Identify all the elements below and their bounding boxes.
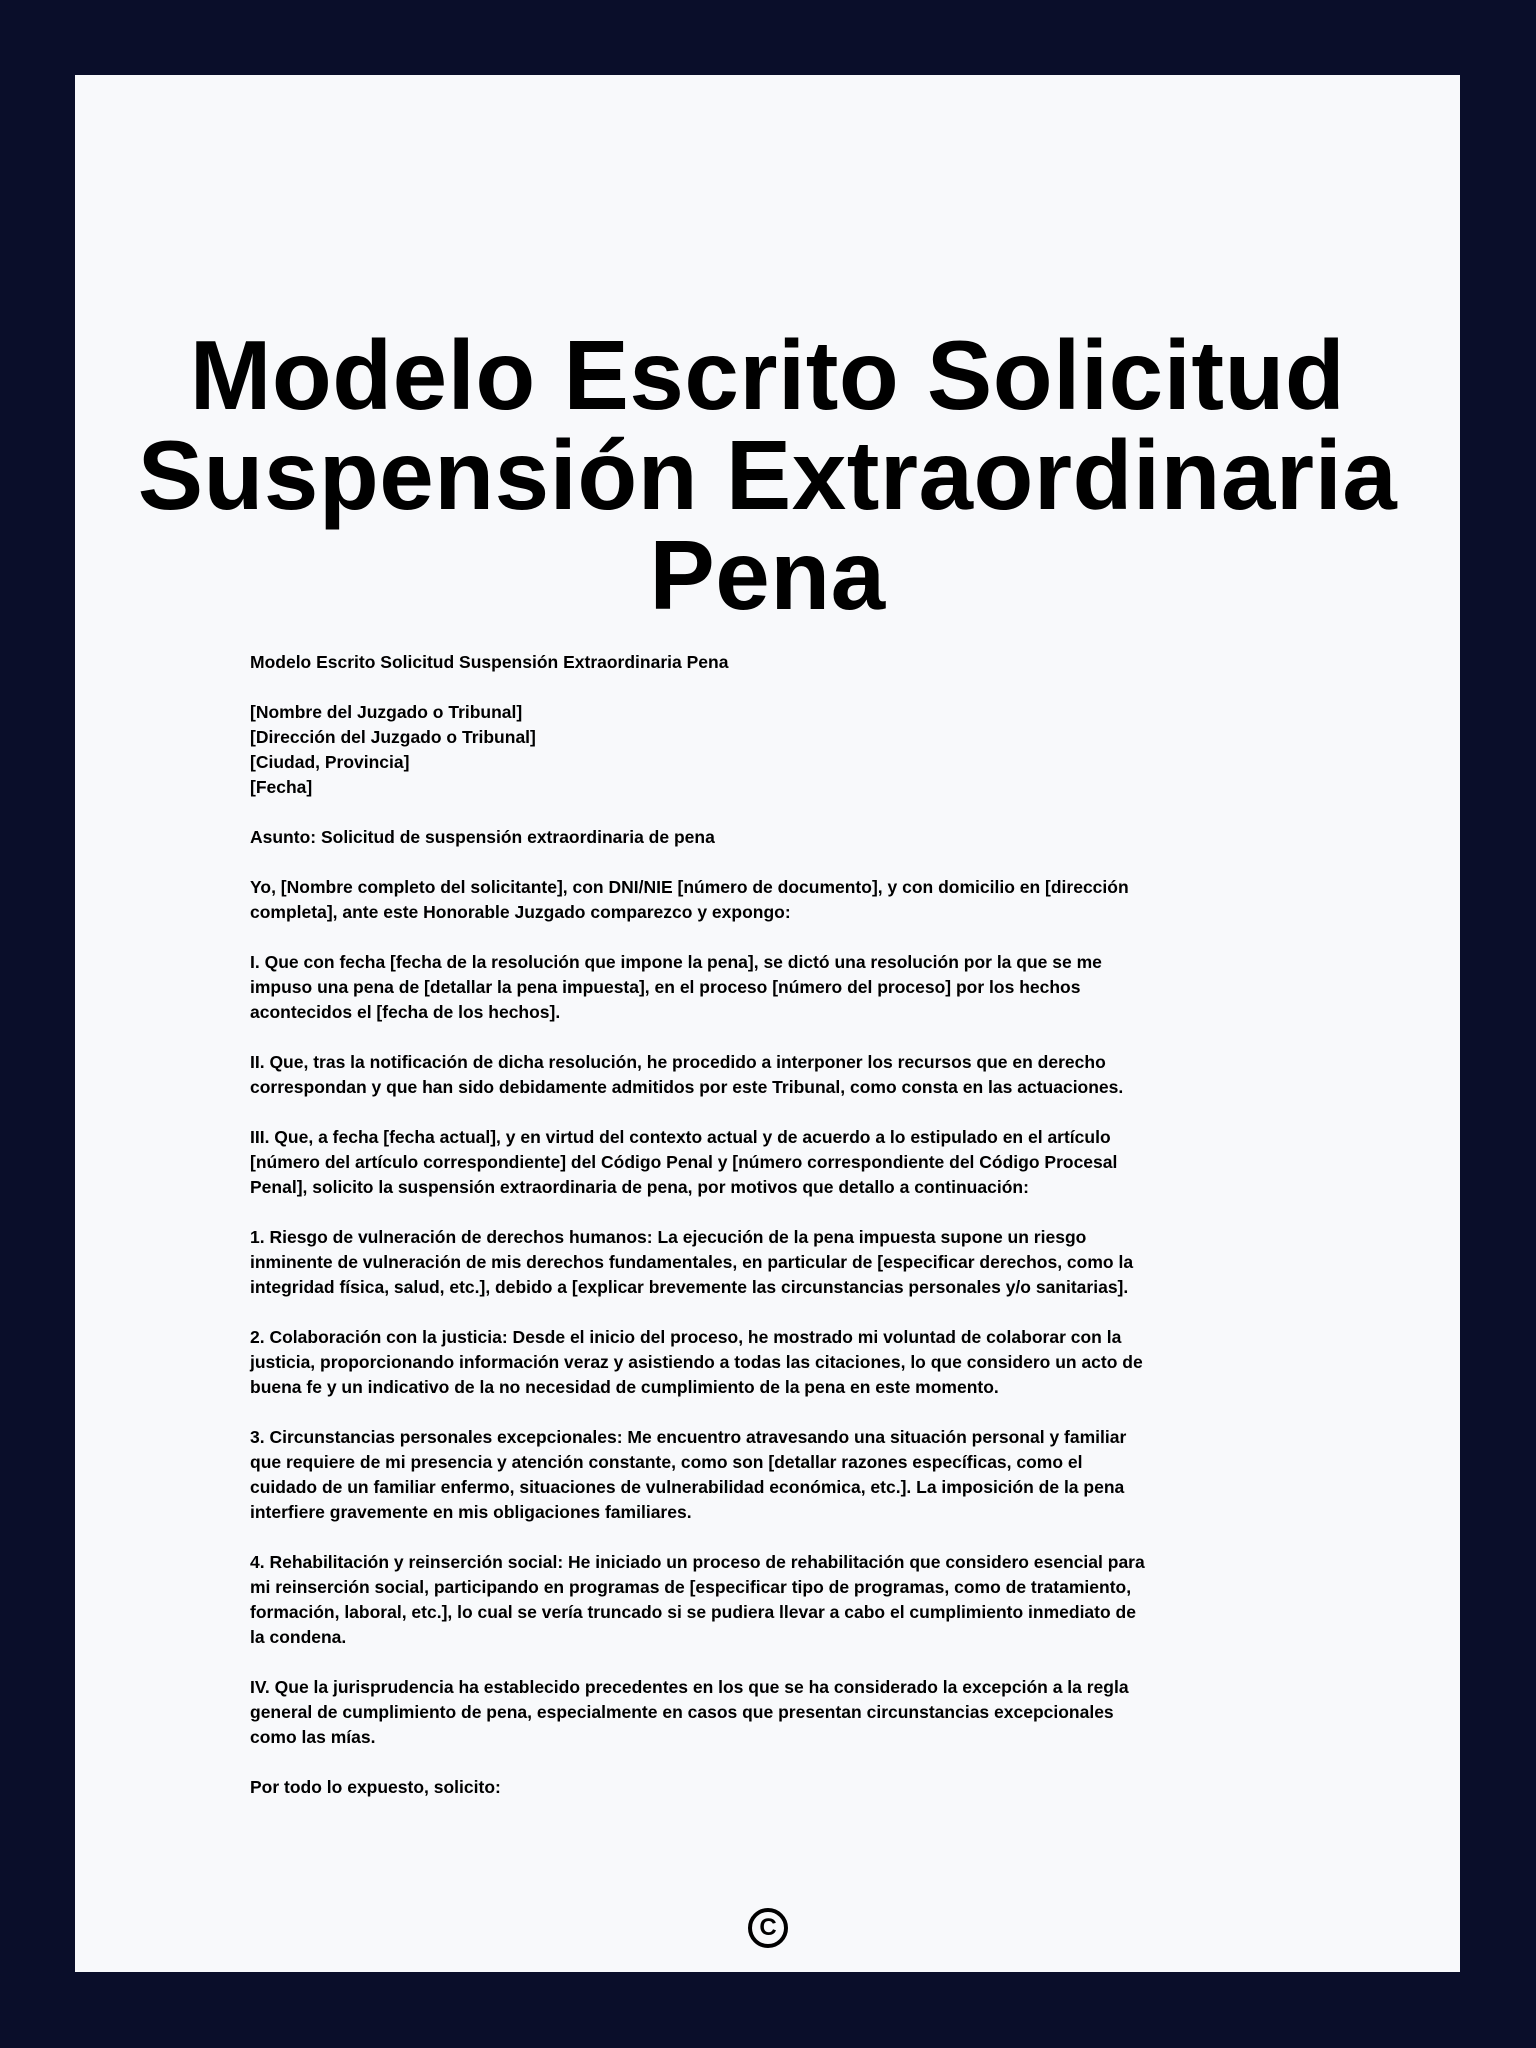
text-line: 3. Circunstancias personales excepcionales: Me encuentro atravesando una situación personal y familiar: [250, 1427, 1127, 1447]
text-line: correspondan y que han sido debidamente admitidos por este Tribunal, como consta en las actuaciones.: [250, 1077, 1124, 1097]
text-line: Yo, [Nombre completo del solicitante], con DNI/NIE [número de documento], y con domicilio en [dirección: [250, 877, 1129, 897]
text-line: 4. Rehabilitación y reinserción social: He iniciado un proceso de rehabilitación que considero esencial para: [250, 1552, 1145, 1572]
title-line: Modelo Escrito Solicitud: [189, 320, 1346, 430]
title-line: Suspensión Extraordinaria: [137, 420, 1398, 530]
paragraph: [250, 1125, 1145, 1200]
copyright-icon: [748, 1908, 788, 1948]
text-line: inminente de vulneración de mis derechos fundamentales, en particular de [especificar derechos, como la: [250, 1252, 1134, 1272]
text-line: como las mías.: [250, 1727, 376, 1747]
text-line: la condena.: [250, 1627, 347, 1647]
paragraph: [250, 700, 1145, 800]
paragraph: [250, 1225, 1145, 1300]
text-line: II. Que, tras la notificación de dicha resolución, he procedido a interponer los recursos que en derecho: [250, 1052, 1106, 1072]
text-line: Asunto: Solicitud de suspensión extraordinaria de pena: [250, 827, 715, 847]
text-line: [Fecha]: [250, 777, 313, 797]
paragraph: [250, 1550, 1145, 1650]
text-line: [Ciudad, Provincia]: [250, 752, 410, 772]
paragraph: [250, 1325, 1145, 1400]
text-line: impuso una pena de [detallar la pena impuesta], en el proceso [número del proceso] por los hechos: [250, 977, 1081, 997]
paragraph: [250, 1675, 1145, 1750]
document-page: [75, 75, 1460, 1972]
text-line: I. Que con fecha [fecha de la resolución que impone la pena], se dictó una resolución por la que se me: [250, 952, 1102, 972]
paragraph: [250, 1050, 1145, 1100]
document-body: [250, 650, 1145, 1825]
paragraph: [250, 875, 1145, 925]
text-line: III. Que, a fecha [fecha actual], y en virtud del contexto actual y de acuerdo a lo estipulado en el artículo: [250, 1127, 1111, 1147]
title-line: Pena: [649, 520, 886, 630]
text-line: que requiere de mi presencia y atención constante, como son [detallar razones específicas, como el: [250, 1452, 1083, 1472]
paragraph: [250, 1775, 1145, 1800]
text-line: Penal], solicito la suspensión extraordinaria de pena, por motivos que detallo a continuación:: [250, 1177, 1029, 1197]
text-line: cuidado de un familiar enfermo, situaciones de vulnerabilidad económica, etc.]. La imposición de la pena: [250, 1477, 1125, 1497]
document-title: [75, 320, 1460, 630]
paragraph: [250, 650, 1145, 675]
text-line: general de cumplimiento de pena, especialmente en casos que presentan circunstancias excepcionales: [250, 1702, 1114, 1722]
text-line: Modelo Escrito Solicitud Suspensión Extraordinaria Pena: [250, 652, 729, 672]
paragraph: [250, 950, 1145, 1025]
text-line: IV. Que la jurisprudencia ha establecido precedentes en los que se ha considerado la excepción a la regla: [250, 1677, 1129, 1697]
text-line: [número del artículo correspondiente] del Código Penal y [número correspondiente del Código Procesal: [250, 1152, 1118, 1172]
text-line: mi reinserción social, participando en programas de [especificar tipo de programas, como de tratamiento,: [250, 1577, 1132, 1597]
text-line: justicia, proporcionando información veraz y asistiendo a todas las citaciones, lo que considero un acto de: [250, 1352, 1143, 1372]
text-line: buena fe y un indicativo de la no necesidad de cumplimiento de la pena en este momento.: [250, 1377, 999, 1397]
text-line: interfiere gravemente en mis obligaciones familiares.: [250, 1502, 692, 1522]
text-line: [Nombre del Juzgado o Tribunal]: [250, 702, 523, 722]
text-line: formación, laboral, etc.], lo cual se vería truncado si se pudiera llevar a cabo el cumplimiento inmediato de: [250, 1602, 1136, 1622]
text-line: acontecidos el [fecha de los hechos].: [250, 1002, 561, 1022]
text-line: [Dirección del Juzgado o Tribunal]: [250, 727, 536, 747]
text-line: Por todo lo expuesto, solicito:: [250, 1777, 501, 1797]
paragraph: [250, 1425, 1145, 1525]
text-line: 2. Colaboración con la justicia: Desde el inicio del proceso, he mostrado mi voluntad de colaborar con la: [250, 1327, 1122, 1347]
copyright-letter: C: [759, 1914, 777, 1941]
text-line: completa], ante este Honorable Juzgado comparezco y expongo:: [250, 902, 791, 922]
text-line: 1. Riesgo de vulneración de derechos humanos: La ejecución de la pena impuesta supone un riesgo: [250, 1227, 1087, 1247]
text-line: integridad física, salud, etc.], debido a [explicar brevemente las circunstancias personales y/o sanitarias].: [250, 1277, 1129, 1297]
paragraph: [250, 825, 1145, 850]
